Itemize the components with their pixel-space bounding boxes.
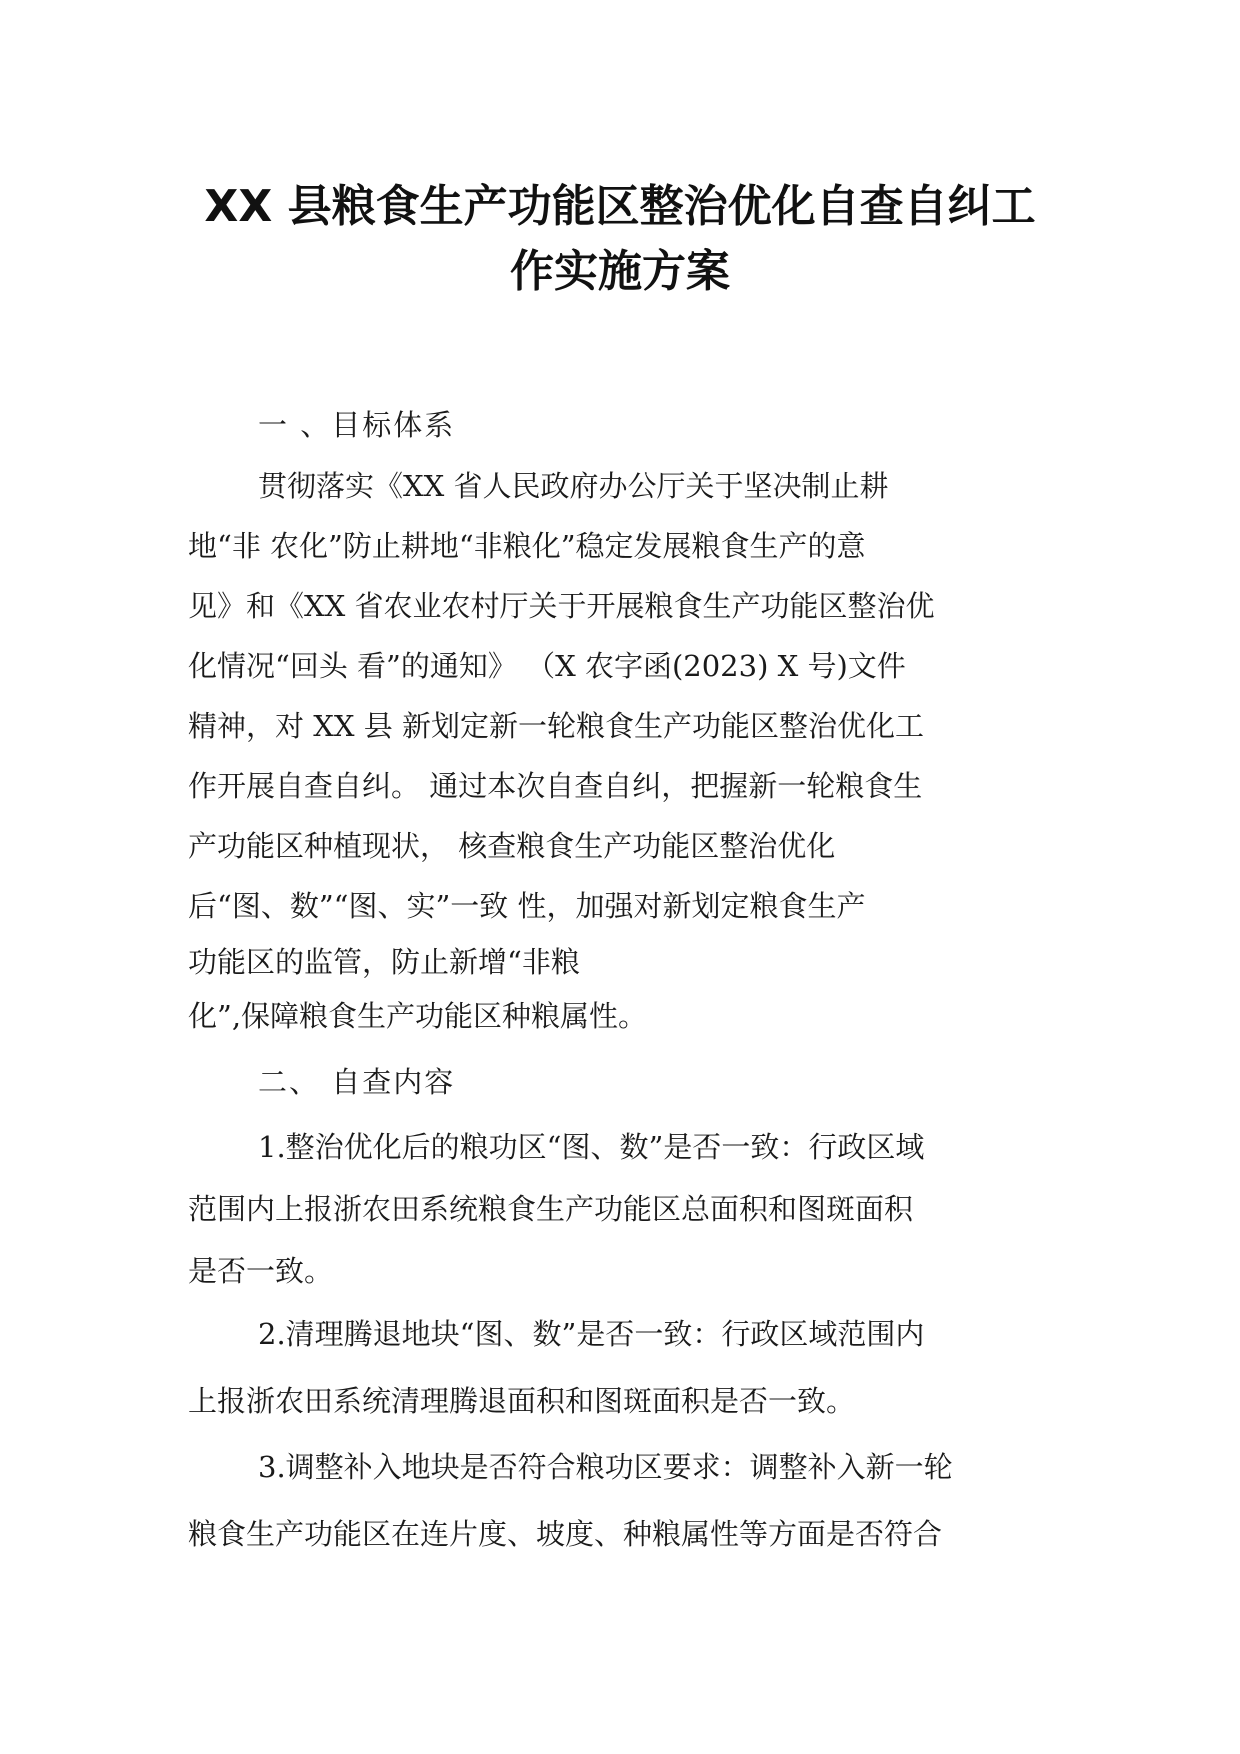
section-2-line: 2.清理腾退地块“图、数”是否一致：行政区域范围内: [258, 1317, 925, 1351]
section-1-line: 化”,保障粮食生产功能区种粮属性。: [188, 999, 648, 1033]
document-title-line-1: XX 县粮食生产功能区整治优化自查自纠工: [204, 181, 1036, 232]
document-title-line-2: 作实施方案: [510, 246, 730, 297]
section-2-line: 是否一致。: [188, 1254, 334, 1288]
section-1-heading: 一 、目标体系: [258, 408, 456, 442]
section-1-line: 作开展自查自纠。 通过本次自查自纠，把握新一轮粮食生: [188, 769, 923, 803]
section-1-line: 功能区的监管，防止新增“非粮: [188, 945, 580, 979]
section-1-line: 化情况“回头 看”的通知》 （X 农字函(2023) X 号)文件: [188, 649, 906, 683]
section-2-line: 3.调整补入地块是否符合粮功区要求：调整补入新一轮: [258, 1450, 953, 1484]
section-1-line: 后“图、数”“图、实”一致 性，加强对新划定粮食生产: [188, 889, 866, 923]
section-1-line: 精神，对 XX 县 新划定新一轮粮食生产功能区整治优化工: [188, 709, 924, 743]
section-2-line: 粮食生产功能区在连片度、坡度、种粮属性等方面是否符合: [188, 1517, 943, 1551]
section-2-line: 上报浙农田系统清理腾退面积和图斑面积是否一致。: [188, 1384, 856, 1418]
section-2-line: 范围内上报浙农田系统粮食生产功能区总面积和图斑面积: [188, 1192, 914, 1226]
section-2-line: 1.整治优化后的粮功区“图、数”是否一致：行政区域: [258, 1130, 925, 1164]
section-2-heading: 二、 自查内容: [258, 1065, 456, 1099]
section-1-line: 见》和《XX 省农业农村厅关于开展粮食生产功能区整治优: [188, 589, 935, 623]
section-1-line: 贯彻落实《XX 省人民政府办公厅关于坚决制止耕: [258, 469, 889, 503]
section-1-line: 产功能区种植现状， 核查粮食生产功能区整治优化: [188, 829, 836, 863]
section-1-line: 地“非 农化”防止耕地“非粮化”稳定发展粮食生产的意: [188, 529, 866, 563]
